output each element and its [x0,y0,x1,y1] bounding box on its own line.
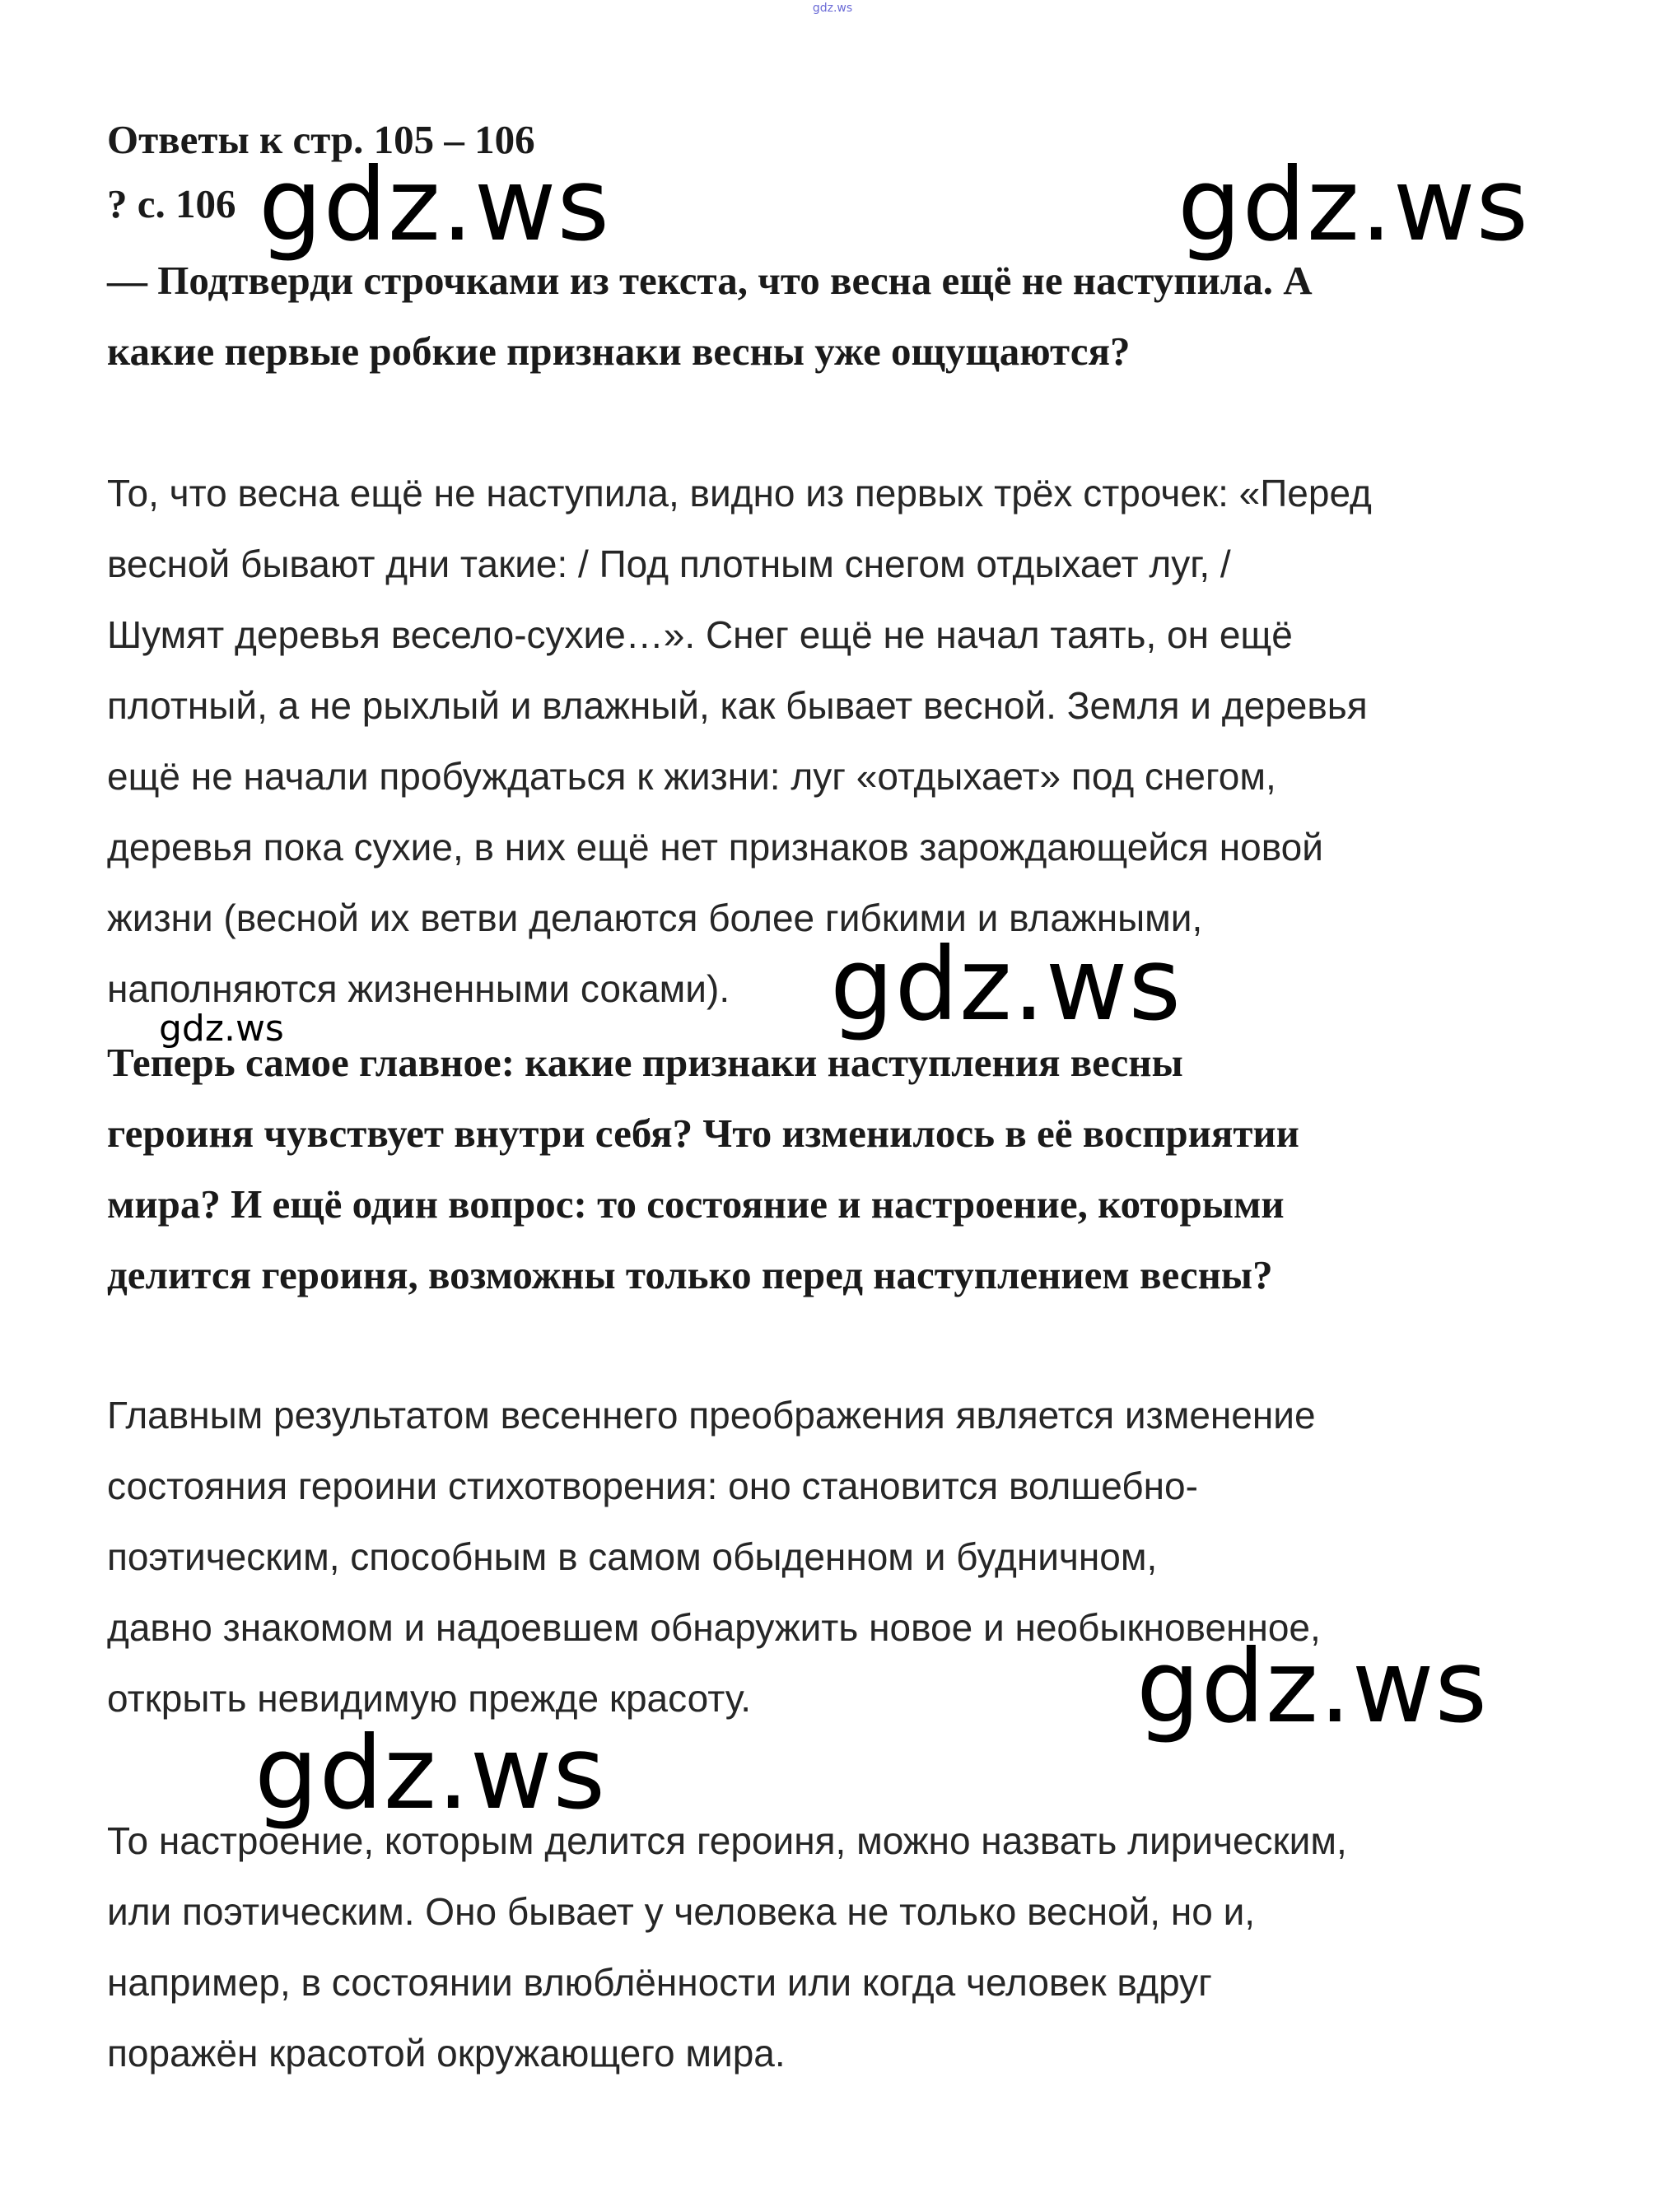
answer-2-line: открыть невидимую прежде красоту. [107,1677,751,1720]
answer-3-line: например, в состоянии влюблённости или когда человек вдруг [107,1961,1212,2004]
watermark: gdz.ws [159,1008,284,1050]
answer-1-line: Шумят деревья весело-сухие…». Снег ещё не начал таять, он ещё [107,613,1293,656]
answer-3-line: поражён красотой окружающего мира. [107,2032,786,2075]
question-1-line: какие первые робкие признаки весны уже ощущаются? [107,328,1131,374]
answer-2-line: Главным результатом весеннего преображения является изменение [107,1394,1316,1437]
answer-1-line: деревья пока сухие, в них ещё нет признаков зарождающейся новой [107,826,1323,869]
question-2-line: делится героиня, возможны только перед наступлением весны? [107,1252,1273,1297]
question-2-line: героиня чувствует внутри себя? Что изменилось в её восприятии [107,1111,1299,1156]
watermark: gdz.ws [1136,1628,1489,1745]
answer-3-line: или поэтическим. Оно бывает у человека не только весной, но и, [107,1890,1256,1933]
answer-1-line: жизни (весной их ветви делаются более гибкими и влажными, [107,896,1203,939]
watermark: gdz.ws [254,1715,607,1832]
watermark: gdz.ws [259,147,611,263]
question-2-line: Теперь самое главное: какие признаки наступления весны [107,1040,1183,1085]
page-reference: ? с. 106 [107,181,236,226]
answer-1-line: весной бывают дни такие: / Под плотным снегом отдыхает луг, / [107,543,1231,585]
answer-3 [107,1805,1347,2089]
page-title: Ответы к стр. 105 – 106 [107,117,535,162]
question-2 [107,1027,1299,1311]
answer-1 [107,458,1372,1024]
answer-2-line: состояния героини стихотворения: оно становится волшебно- [107,1465,1198,1507]
question-1-line: — Подтверди строчками из текста, что весна ещё не наступила. А [107,258,1313,303]
top-watermark: gdz.ws [812,2,853,15]
answer-1-line: плотный, а не рыхлый и влажный, как бывает весной. Земля и деревья [107,684,1368,727]
answer-1-line: наполняются жизненными соками). [107,967,730,1010]
answer-1-line: ещё не начали пробуждаться к жизни: луг «отдыхает» под снегом, [107,755,1276,798]
watermark: gdz.ws [830,926,1182,1043]
answer-3-line: То настроение, которым делится героиня, можно назвать лирическим, [107,1819,1347,1862]
question-2-line: мира? И ещё один вопрос: то состояние и настроение, которыми [107,1181,1285,1227]
watermark: gdz.ws [1178,147,1530,263]
answer-2-line: давно знакомом и надоевшем обнаружить новое и необыкновенное, [107,1606,1321,1649]
question-1 [107,245,1313,387]
answer-1-line: То, что весна ещё не наступила, видно из первых трёх строчек: «Перед [107,472,1372,515]
answer-2-line: поэтическим, способным в самом обыденном и будничном, [107,1535,1158,1578]
